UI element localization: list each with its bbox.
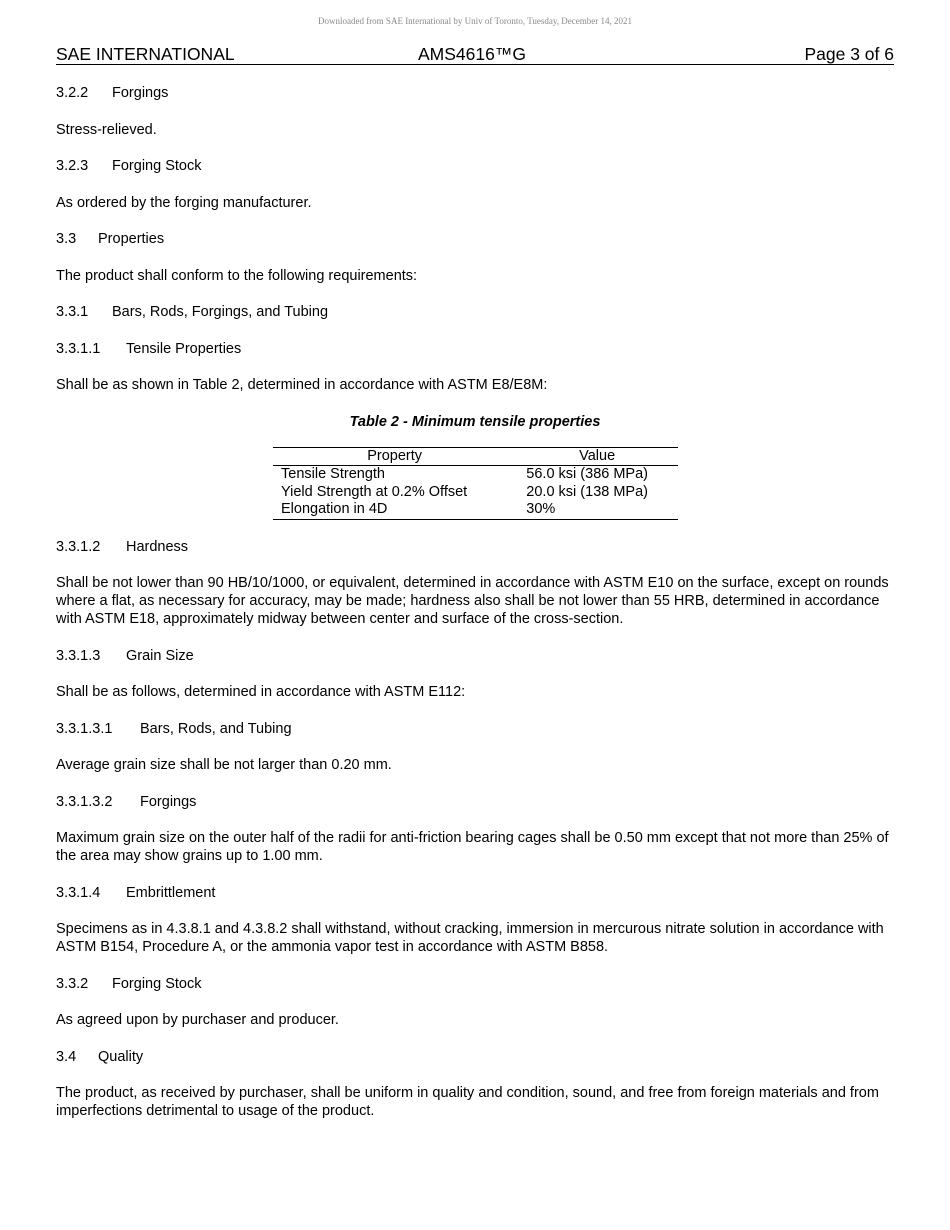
section-number: 3.2.3 (56, 158, 89, 174)
section-title: Forging Stock (112, 975, 202, 992)
property-cell: Elongation in 4D (273, 501, 516, 519)
section-number: 3.3.1.3.2 (56, 793, 113, 810)
section-text-3-4: The product, as received by purchaser, shall be uniform in quality and condition, sound, and free from foreign materials and from imperfections detrimental to usage of the product. (56, 1085, 879, 1119)
table-header-row (273, 447, 678, 466)
section-heading-3-3-2 (56, 975, 894, 993)
section-title: Bars, Rods, Forgings, and Tubing (112, 304, 329, 320)
section-number: 3.3.2 (56, 975, 89, 992)
header-page-label: Page 3 of 6 (804, 44, 894, 64)
download-watermark: Downloaded from SAE International by Univ of Toronto, Tuesday, December 14, 2021 (317, 16, 633, 26)
value-cell: 30% (516, 501, 678, 519)
section-title: Forgings (140, 793, 197, 810)
section-title: Embrittlement (126, 884, 216, 901)
header-organization: SAE INTERNATIONAL (56, 44, 235, 64)
section-title: Properties (98, 231, 165, 247)
section-heading-3-4 (56, 1048, 894, 1066)
section-text-3-3-1-3: Shall be as follows, determined in accordance with ASTM E112: (56, 684, 466, 700)
table-row (273, 501, 678, 519)
section-number: 3.3 (56, 231, 77, 247)
section-text-3-3-1-3-2: Maximum grain size on the outer half of the radii for anti-friction bearing cages shall be 0.50 mm except that not more than 25% of the area may show grains up to 1.00 mm. (56, 830, 889, 864)
value-cell: 20.0 ksi (138 MPa) (526, 483, 648, 500)
section-text-3-3: The product shall conform to the following requirements: (56, 267, 418, 284)
document-body (56, 84, 894, 1139)
section-heading-3-3 (56, 230, 894, 248)
table-wrapper (56, 447, 894, 520)
section-heading-3-3-1 (56, 303, 894, 321)
section-title: Tensile Properties (126, 340, 242, 357)
section-number: 3.3.1.4 (56, 884, 101, 901)
section-title: Hardness (126, 538, 189, 555)
section-title: Forging Stock (112, 158, 202, 174)
table-row (273, 484, 678, 502)
section-heading-3-3-1-1 (56, 340, 894, 358)
section-heading-3-2-2 (56, 84, 894, 102)
section-title: Grain Size (126, 647, 194, 664)
section-heading-3-3-1-2 (56, 538, 894, 556)
section-text-3-3-1-2: Shall be not lower than 90 HB/10/1000, or equivalent, determined in accordance with ASTM E10 on the surface, except on rounds where a flat, as necessary for accuracy, may be made; hardness also shall be not lower than 55 HRB, determined in accordance with ASTM E18, approximately midway between center and surface of the cross-section. (56, 575, 889, 627)
header-document-id: AMS4616™G (418, 44, 526, 64)
section-heading-3-3-1-3-2 (56, 793, 894, 811)
section-heading-3-2-3 (56, 157, 894, 175)
section-number: 3.4 (56, 1048, 77, 1065)
section-number: 3.3.1.1 (56, 340, 101, 357)
section-heading-3-3-1-4 (56, 884, 894, 902)
section-title: Bars, Rods, and Tubing (140, 720, 292, 737)
section-heading-3-3-1-3-1 (56, 720, 894, 738)
section-text-3-2-3: As ordered by the forging manufacturer. (56, 194, 312, 211)
section-text-3-2-2: Stress-relieved. (56, 121, 157, 138)
section-number: 3.3.1 (56, 304, 89, 320)
value-cell: 56.0 ksi (386 MPa) (526, 466, 648, 482)
section-title: Forgings (112, 85, 169, 101)
column-header-property: Property (273, 447, 516, 466)
section-number: 3.3.1.2 (56, 538, 101, 555)
section-text-3-3-2: As agreed upon by purchaser and producer. (56, 1012, 339, 1028)
table-caption: Table 2 - Minimum tensile properties (349, 413, 601, 430)
section-text-3-3-1-4: Specimens as in 4.3.8.1 and 4.3.8.2 shall withstand, without cracking, immersion in mercurous nitrate solution in accordance with ASTM B154, Procedure A, or the ammonia vapor test in accordance with ASTM B858. (56, 921, 884, 955)
column-header-value: Value (516, 447, 678, 466)
property-cell: Tensile Strength (281, 466, 385, 482)
section-title: Quality (98, 1048, 144, 1065)
table-row (273, 466, 678, 484)
section-number: 3.3.1.3 (56, 647, 101, 664)
section-number: 3.2.2 (56, 85, 89, 101)
section-number: 3.3.1.3.1 (56, 720, 113, 737)
tensile-properties-table (273, 447, 678, 520)
section-heading-3-3-1-3 (56, 647, 894, 665)
section-text-3-3-1-1: Shall be as shown in Table 2, determined in accordance with ASTM E8/E8M: (56, 377, 548, 393)
section-text-3-3-1-3-1: Average grain size shall be not larger than 0.20 mm. (56, 757, 392, 773)
property-cell: Yield Strength at 0.2% Offset (281, 483, 468, 500)
page-header (56, 44, 894, 65)
